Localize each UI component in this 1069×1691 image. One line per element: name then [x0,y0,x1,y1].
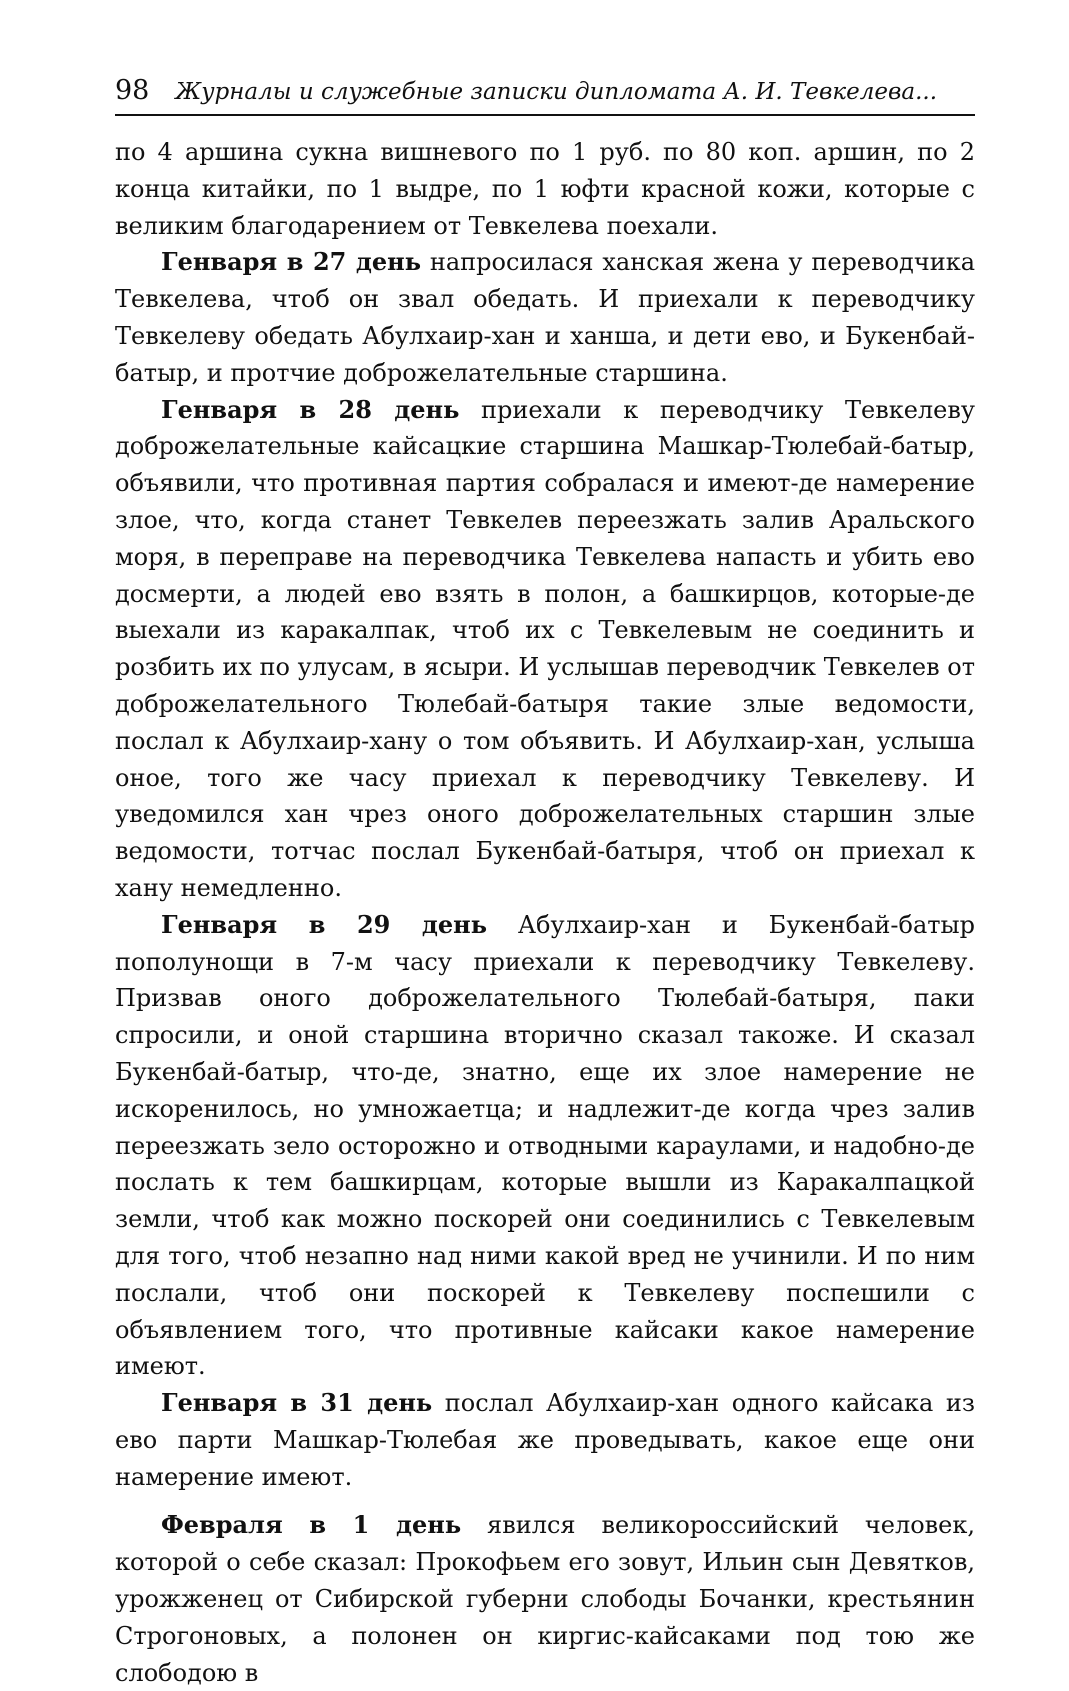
paragraph-continuation [115,134,975,244]
entry-date: Генваря в 31 день [161,1388,433,1418]
entry-jan-31 [115,1385,975,1495]
document-page [115,60,975,1691]
running-title: Журналы и служебные записки дипломата А. И. Тевкелева... [175,79,938,105]
entry-jan-27 [115,244,975,391]
entry-date: Февраля в 1 день [161,1510,462,1540]
body-text [115,134,975,1691]
paragraph-text: явился великороссийский человек, которой о себе сказал: Прокофьем его зовут, Ильин сын Девятков, урожженец от Сибирской губерни слободы Бочанки, крестьянин Строгоновых, а полонен он киргис-кайсаками под тою же слободою в [115,1511,976,1687]
entry-jan-28 [115,392,975,907]
paragraph-text: напросилася ханская жена у переводчика Тевкелева, чтоб он звал обедать. И приехали к переводчику Тевкелеву обедать Абулхаир-хан и ханша, и дети ево, и Букенбай-батыр, и протчие доброжелательные старшина. [115,248,976,387]
paragraph-text: Абулхаир-хан и Букенбай-батыр пополунощи в 7-м часу приехали к переводчику Тевкелеву. Призвав оного доброжелательного Тюлебай-батыря, паки спросили, и оной старшина вторично сказал такоже. И сказал Букенбай-батыр, что-де, знатно, еще их злое намерение не искоренилось, но умножаетца; и надлежит-де когда чрез залив переезжать зело осторожно и отводными караулами, и надобно-де послать к тем башкирцам, которые вышли из Каракалпацкой земли, чтоб как можно поскорей они соединились с Тевкелевым для того, чтоб незапно над ними какой вред не учинили. И по ним послали, чтоб они поскорей к Тевкелеву поспешили с объявлением того, что противные кайсаки какое намерение имеют. [115,910,975,1381]
entry-date: Генваря в 27 день [161,247,422,277]
entry-jan-29 [115,907,975,1385]
entry-date: Генваря в 28 день [161,394,460,424]
paragraph-text: послал Абулхаир-хан одного кайсака из ево парти Машкар-Тюлебая же проведывать, какое еще они намерение имеют. [115,1389,976,1491]
entry-feb-1 [115,1507,975,1691]
entry-date: Генваря в 29 день [161,909,488,939]
page-number: 98 [115,75,150,106]
running-header [115,60,975,116]
paragraph-text: по 4 аршина сукна вишневого по 1 руб. по 80 коп. аршин, по 2 конца китайки, по 1 выдре, по 1 юфти красной кожи, которые с великим благодарением от Тевкелева поехали. [115,138,975,240]
paragraph-text: приехали к переводчику Тевкелеву доброжелательные кайсацкие старшина Машкар-Тюлебай-батыр, объявили, что противная партия собралася и имеют-де намерение злое, что, когда станет Тевкелев переезжать залив Аральского моря, в переправе на переводчика Тевкелева напасть и убить ево досмерти, а людей ево взять в полон, а башкирцов, которые-де выехали из каракалпак, чтоб их с Тевкелевым не соединить и розбить их по улусам, в ясыри. И услышав переводчик Тевкелев от доброжелательного Тюлебай-батыря такие злые ведомости, послал к Абулхаир-хану о том объявить. И Абулхаир-хан, услыша оное, того же часу приехал к переводчику Тевкелеву. И уведомился хан чрез оного доброжелательных старшин злые ведомости, тотчас послал Букенбай-батыря, чтоб он приехал к хану немедленно. [115,395,976,902]
